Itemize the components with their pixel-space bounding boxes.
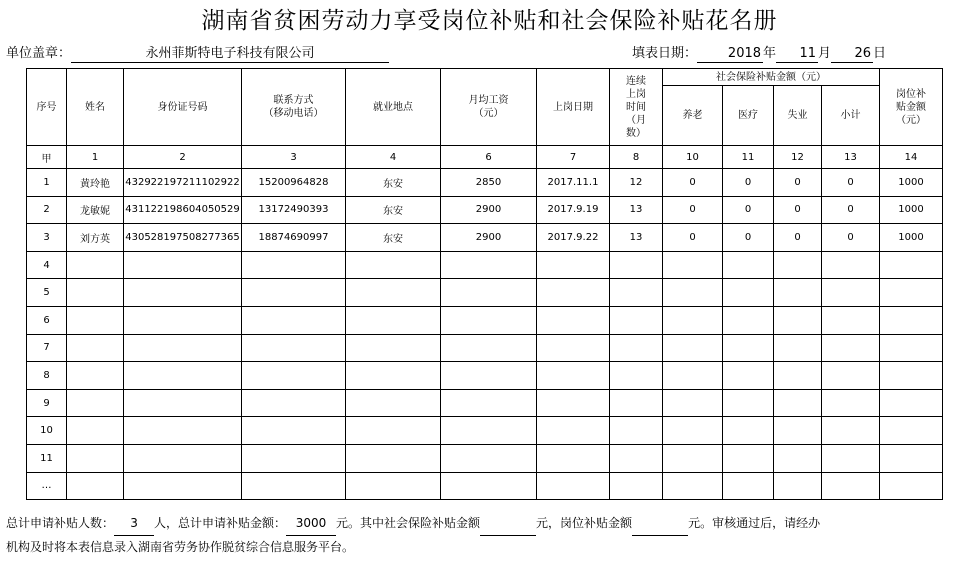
cell-phone (242, 251, 346, 279)
cell-phone: 13172490393 (242, 196, 346, 224)
cell-start-date: 2017.9.22 (537, 224, 610, 252)
index-cell-pension: 10 (663, 146, 723, 169)
cell-medical (723, 306, 774, 334)
cell-subtotal: 0 (822, 196, 880, 224)
cell-pension (663, 251, 723, 279)
cell-start-date (537, 389, 610, 417)
cell-pension (663, 362, 723, 390)
cell-place: 东安 (346, 224, 441, 252)
cell-name: 龙敏妮 (67, 196, 124, 224)
cell-id-number (124, 279, 242, 307)
index-cell-no: 甲 (27, 146, 67, 169)
cell-no: 5 (27, 279, 67, 307)
cell-pension: 0 (663, 169, 723, 197)
cell-months (610, 334, 663, 362)
index-cell-id-number: 2 (124, 146, 242, 169)
cell-no: 8 (27, 362, 67, 390)
index-cell-subtotal: 13 (822, 146, 880, 169)
cell-subtotal: 0 (822, 224, 880, 252)
cell-start-date (537, 306, 610, 334)
wage-header-line2: （元） (473, 108, 504, 119)
cell-months (610, 279, 663, 307)
table-row (27, 389, 943, 417)
cell-unemployment: 0 (774, 169, 822, 197)
column-index-row (27, 146, 943, 169)
table-row (27, 472, 943, 500)
cell-phone (242, 417, 346, 445)
cell-id-number: 432922197211102922 (124, 169, 242, 197)
cell-medical (723, 362, 774, 390)
col-header-medical: 医疗 (723, 86, 774, 146)
cell-pension: 0 (663, 224, 723, 252)
table-row (27, 334, 943, 362)
unit-name: 永州菲斯特电子科技有限公司 (71, 46, 389, 63)
cell-wage (441, 306, 537, 334)
months-header-line4: （月 (626, 114, 646, 126)
cell-unemployment (774, 389, 822, 417)
cell-name: 刘方英 (67, 224, 124, 252)
cell-start-date: 2017.11.1 (537, 169, 610, 197)
cell-months (610, 251, 663, 279)
roster-body (27, 146, 943, 500)
cell-start-date (537, 334, 610, 362)
cell-post-subsidy (880, 417, 943, 445)
cell-place: 东安 (346, 196, 441, 224)
cell-subtotal: 0 (822, 169, 880, 197)
cell-pension (663, 306, 723, 334)
cell-start-date (537, 251, 610, 279)
cell-subtotal (822, 444, 880, 472)
cell-no: 3 (27, 224, 67, 252)
index-cell-place: 4 (346, 146, 441, 169)
cell-id-number (124, 472, 242, 500)
cell-months (610, 444, 663, 472)
cell-phone (242, 389, 346, 417)
wage-header-line1: 月均工资 (468, 95, 509, 106)
cell-place (346, 362, 441, 390)
cell-subtotal (822, 334, 880, 362)
cell-post-subsidy: 1000 (880, 224, 943, 252)
cell-post-subsidy: 1000 (880, 196, 943, 224)
cell-no: 4 (27, 251, 67, 279)
summary-line-2: 机构及时将本表信息录入湖南省劳务协作脱贫综合信息服务平台。 (6, 540, 355, 554)
table-row (27, 251, 943, 279)
day-label: 日 (873, 46, 887, 61)
cell-pension (663, 279, 723, 307)
cell-subtotal (822, 389, 880, 417)
table-row (27, 417, 943, 445)
cell-phone (242, 306, 346, 334)
post-header-line3: （元） (896, 114, 926, 126)
cell-months (610, 472, 663, 500)
cell-id-number (124, 389, 242, 417)
date-month: 11 (776, 46, 818, 63)
table-row (27, 444, 943, 472)
cell-pension (663, 472, 723, 500)
cell-id-number (124, 251, 242, 279)
cell-post-subsidy (880, 472, 943, 500)
cell-no: 11 (27, 444, 67, 472)
cell-months: 13 (610, 196, 663, 224)
cell-no: 7 (27, 334, 67, 362)
cell-id-number (124, 417, 242, 445)
cell-id-number (124, 444, 242, 472)
post-amount-blank (632, 512, 688, 536)
cell-unemployment (774, 251, 822, 279)
cell-wage (441, 472, 537, 500)
insurance-amount-blank (480, 512, 536, 536)
cell-unemployment (774, 444, 822, 472)
cell-pension (663, 334, 723, 362)
col-header-id: 身份证号码 (124, 69, 242, 146)
cell-name (67, 279, 124, 307)
cell-wage (441, 362, 537, 390)
cell-medical (723, 251, 774, 279)
cell-subtotal (822, 306, 880, 334)
months-header-line5: 数） (626, 127, 646, 139)
cell-subtotal (822, 279, 880, 307)
summary-text-persons-label: 总计申请补贴人数： (6, 516, 115, 530)
cell-post-subsidy (880, 389, 943, 417)
col-header-insurance-group: 社会保险补贴金额（元） (663, 69, 880, 86)
cell-place (346, 389, 441, 417)
index-cell-wage: 6 (441, 146, 537, 169)
cell-start-date (537, 472, 610, 500)
cell-place (346, 444, 441, 472)
index-cell-medical: 11 (723, 146, 774, 169)
months-header-line2: 上岗 (626, 88, 646, 100)
col-header-place: 就业地点 (346, 69, 441, 146)
cell-unemployment (774, 334, 822, 362)
col-header-subtotal: 小计 (822, 86, 880, 146)
col-header-unemployment: 失业 (774, 86, 822, 146)
cell-start-date (537, 279, 610, 307)
cell-months (610, 362, 663, 390)
cell-id-number (124, 334, 242, 362)
page-title: 湖南省贫困劳动力享受岗位补贴和社会保险补贴花名册 (201, 8, 778, 34)
cell-post-subsidy (880, 334, 943, 362)
cell-place (346, 472, 441, 500)
summary-line-1 (6, 512, 971, 536)
year-label: 年 (763, 46, 777, 61)
cell-name (67, 417, 124, 445)
cell-phone (242, 279, 346, 307)
cell-phone: 15200964828 (242, 169, 346, 197)
cell-post-subsidy (880, 444, 943, 472)
cell-subtotal (822, 417, 880, 445)
col-header-months (610, 69, 663, 146)
cell-post-subsidy (880, 306, 943, 334)
cell-months: 13 (610, 224, 663, 252)
cell-wage (441, 279, 537, 307)
cell-subtotal (822, 472, 880, 500)
col-header-start-date: 上岗日期 (537, 69, 610, 146)
cell-name (67, 444, 124, 472)
months-header-line3: 时间 (626, 101, 646, 113)
cell-medical (723, 389, 774, 417)
cell-unemployment (774, 472, 822, 500)
table-row (27, 224, 943, 252)
summary-text-insurance-label: 元。其中社会保险补贴金额 (336, 516, 481, 530)
col-header-name: 姓名 (67, 69, 124, 146)
date-year: 2018 (697, 46, 763, 63)
col-header-post-subsidy (880, 69, 943, 146)
cell-wage: 2850 (441, 169, 537, 197)
cell-phone: 18874690997 (242, 224, 346, 252)
month-label: 月 (818, 46, 832, 61)
months-header-line1: 连续 (626, 75, 646, 87)
cell-start-date (537, 362, 610, 390)
total-amount: 3000 (286, 512, 336, 536)
cell-no: 2 (27, 196, 67, 224)
table-row (27, 279, 943, 307)
table-row (27, 169, 943, 197)
cell-post-subsidy (880, 362, 943, 390)
cell-post-subsidy: 1000 (880, 169, 943, 197)
cell-unemployment (774, 306, 822, 334)
cell-name (67, 251, 124, 279)
phone-header-line1: 联系方式 (273, 95, 314, 106)
cell-place: 东安 (346, 169, 441, 197)
cell-place (346, 251, 441, 279)
cell-start-date (537, 444, 610, 472)
cell-id-number (124, 306, 242, 334)
cell-name (67, 389, 124, 417)
summary-text-amount-label: 人，总计申请补贴金额： (154, 516, 287, 530)
index-cell-name: 1 (67, 146, 124, 169)
cell-name: 黄玲艳 (67, 169, 124, 197)
cell-unemployment (774, 279, 822, 307)
cell-wage (441, 389, 537, 417)
cell-wage: 2900 (441, 196, 537, 224)
cell-no: 1 (27, 169, 67, 197)
cell-pension (663, 417, 723, 445)
cell-id-number (124, 362, 242, 390)
cell-pension: 0 (663, 196, 723, 224)
cell-wage: 2900 (441, 224, 537, 252)
cell-medical (723, 472, 774, 500)
cell-no: 10 (27, 417, 67, 445)
cell-wage (441, 417, 537, 445)
cell-name (67, 472, 124, 500)
post-header-line2: 贴金额 (896, 101, 926, 113)
phone-header-line2: （移动电话） (263, 108, 324, 119)
table-row (27, 196, 943, 224)
cell-pension (663, 444, 723, 472)
unit-label: 单位盖章： (6, 46, 72, 61)
cell-unemployment (774, 362, 822, 390)
cell-name (67, 362, 124, 390)
cell-id-number: 431122198604050529 (124, 196, 242, 224)
summary-note (6, 512, 971, 559)
cell-wage (441, 251, 537, 279)
date-label: 填表日期： (632, 46, 698, 61)
cell-months (610, 389, 663, 417)
table-row (27, 306, 943, 334)
cell-months: 12 (610, 169, 663, 197)
cell-phone (242, 472, 346, 500)
index-cell-start-date: 7 (537, 146, 610, 169)
cell-wage (441, 334, 537, 362)
cell-medical (723, 334, 774, 362)
cell-subtotal (822, 362, 880, 390)
cell-medical (723, 444, 774, 472)
cell-medical: 0 (723, 224, 774, 252)
cell-months (610, 417, 663, 445)
cell-unemployment: 0 (774, 196, 822, 224)
cell-name (67, 306, 124, 334)
cell-start-date (537, 417, 610, 445)
cell-phone (242, 334, 346, 362)
date-day: 26 (831, 46, 873, 63)
col-header-wage (441, 69, 537, 146)
cell-no: 6 (27, 306, 67, 334)
cell-medical (723, 279, 774, 307)
cell-place (346, 279, 441, 307)
index-cell-phone: 3 (242, 146, 346, 169)
cell-place (346, 334, 441, 362)
cell-medical (723, 417, 774, 445)
col-header-phone (242, 69, 346, 146)
fill-date-field (632, 42, 886, 63)
cell-unemployment (774, 417, 822, 445)
cell-medical: 0 (723, 196, 774, 224)
index-cell-unemployment: 12 (774, 146, 822, 169)
total-persons: 3 (114, 512, 154, 536)
col-header-no: 序号 (27, 69, 67, 146)
cell-place (346, 417, 441, 445)
summary-text-tail: 元。审核通过后，请经办 (688, 516, 821, 530)
cell-no: … (27, 472, 67, 500)
cell-wage (441, 444, 537, 472)
cell-unemployment: 0 (774, 224, 822, 252)
cell-post-subsidy (880, 279, 943, 307)
cell-phone (242, 444, 346, 472)
cell-start-date: 2017.9.19 (537, 196, 610, 224)
index-cell-post-subsidy: 14 (880, 146, 943, 169)
cell-phone (242, 362, 346, 390)
table-row (27, 362, 943, 390)
post-header-line1: 岗位补 (896, 88, 926, 100)
index-cell-months: 8 (610, 146, 663, 169)
cell-place (346, 306, 441, 334)
cell-name (67, 334, 124, 362)
cell-subtotal (822, 251, 880, 279)
cell-medical: 0 (723, 169, 774, 197)
subsidy-roster-table (26, 68, 943, 500)
col-header-pension: 养老 (663, 86, 723, 146)
cell-id-number: 430528197508277365 (124, 224, 242, 252)
cell-pension (663, 389, 723, 417)
unit-stamp-field (6, 42, 389, 63)
summary-text-post-label: 元，岗位补贴金额 (536, 516, 633, 530)
cell-months (610, 306, 663, 334)
cell-no: 9 (27, 389, 67, 417)
cell-post-subsidy (880, 251, 943, 279)
